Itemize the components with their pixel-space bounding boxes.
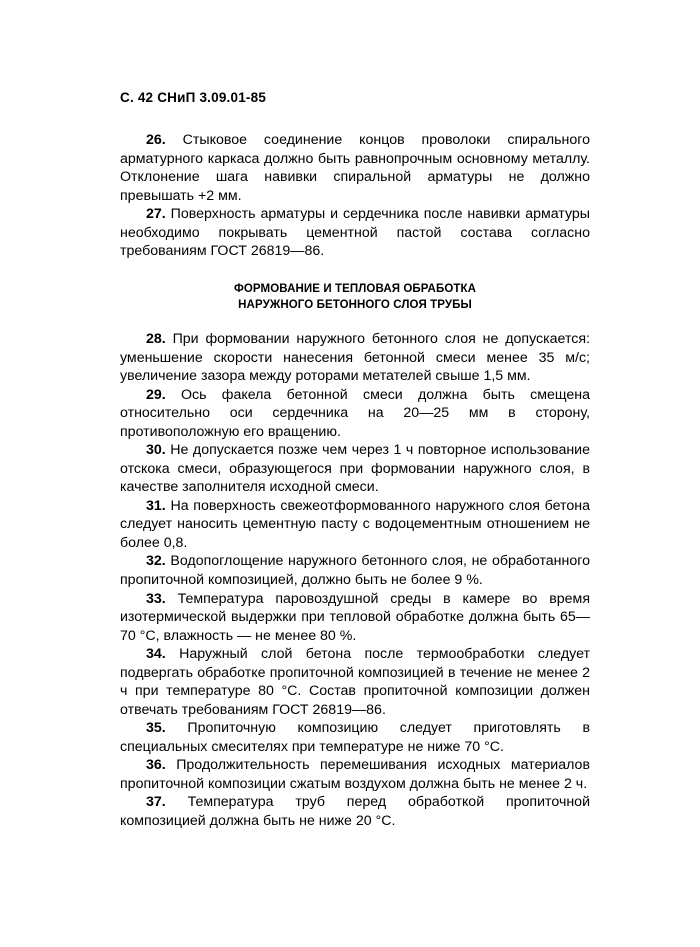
clauses-before-heading (120, 131, 590, 261)
section-heading-line-2: НАРУЖНОГО БЕТОННОГО СЛОЯ ТРУБЫ (238, 299, 472, 312)
section-heading-line-1: ФОРМОВАНИЕ И ТЕПЛОВАЯ ОБРАБОТКА (233, 282, 477, 295)
clause-paragraph (120, 330, 590, 386)
page-header: С. 42 СНиП 3.09.01-85 (120, 90, 267, 105)
clause-number: 30. (146, 442, 166, 459)
clause-paragraph (120, 386, 590, 442)
clause-text: При формовании наружного бетонного слоя не допускается: уменьшение скорости нанесения бетонной смеси менее 35 м/с; увеличение зазора между роторами метателей свыше 1,5 мм. (120, 331, 590, 385)
clause-number: 28. (146, 331, 166, 348)
clause-paragraph (120, 205, 590, 261)
clause-number: 32. (146, 553, 166, 570)
clause-paragraph (120, 552, 590, 589)
clause-paragraph (120, 793, 590, 830)
clause-number: 26. (146, 132, 166, 148)
clause-text: Ось факела бетонной смеси должна быть смещена относительно оси сердечника на 20—25 мм в сторону, противоположную его вращению. (120, 386, 590, 440)
clause-number: 33. (146, 590, 166, 607)
clause-paragraph (120, 756, 590, 793)
clause-number: 27. (146, 206, 166, 223)
clause-number: 31. (146, 497, 166, 514)
clause-text: Водопоглощение наружного бетонного слоя, не обработанного пропиточной композицией, должно быть не более 9 %. (120, 553, 590, 588)
clause-text: Продолжительность перемешивания исходных материалов пропиточной композиции сжатым воздухом должна быть не менее 2 ч. (120, 757, 590, 792)
clause-paragraph (120, 719, 590, 756)
clause-text: Поверхность арматуры и сердечника после навивки арматуры необходимо покрывать цементной пастой состава согласно требованиям ГОСТ 26819—86. (120, 206, 590, 260)
clause-text: Стыковое соединение концов проволоки спирального арматурного каркаса должно быть равнопрочным основному металлу. Отклонение шага навивки спиральной арматуры не должно превышать +2 мм. (120, 132, 590, 204)
clause-paragraph (120, 441, 590, 497)
clause-number: 34. (146, 646, 166, 663)
clause-number: 29. (146, 386, 166, 403)
clause-paragraph (120, 645, 590, 719)
clause-text: Пропиточную композицию следует приготовлять в специальных смесителях при температуре не ниже 70 °С. (120, 720, 590, 755)
section-heading (120, 281, 590, 314)
clause-text: На поверхность свежеотформованного наружного слоя бетона следует наносить цементную пасту с водоцементным отношением не более 0,8. (120, 497, 590, 551)
clause-text: Не допускается позже чем через 1 ч повторное использование отскока смеси, образующегося при формовании наружного слоя, в качестве заполнителя исходной смеси. (120, 442, 590, 496)
clause-text: Температура паровоздушной среды в камере во время изотермической выдержки при тепловой обработке должна быть 65—70 °С, влажность — не менее 80 %. (120, 590, 590, 644)
clause-number: 35. (146, 720, 166, 737)
clause-paragraph (120, 131, 590, 205)
clause-number: 36. (146, 757, 166, 774)
clause-number: 37. (146, 794, 166, 811)
clause-paragraph (120, 590, 590, 646)
clause-paragraph (120, 497, 590, 553)
clauses-after-heading (120, 330, 590, 830)
clause-text: Наружный слой бетона после термообработки следует подвергать обработке пропиточной композицией в течение не менее 2 ч при температуре 80 °С. Состав пропиточной композиции должен отвечать требованиям ГОСТ 26819—86. (120, 646, 590, 718)
clause-text: Температура труб перед обработкой пропиточной композицией должна быть не ниже 20 °С. (120, 794, 590, 829)
